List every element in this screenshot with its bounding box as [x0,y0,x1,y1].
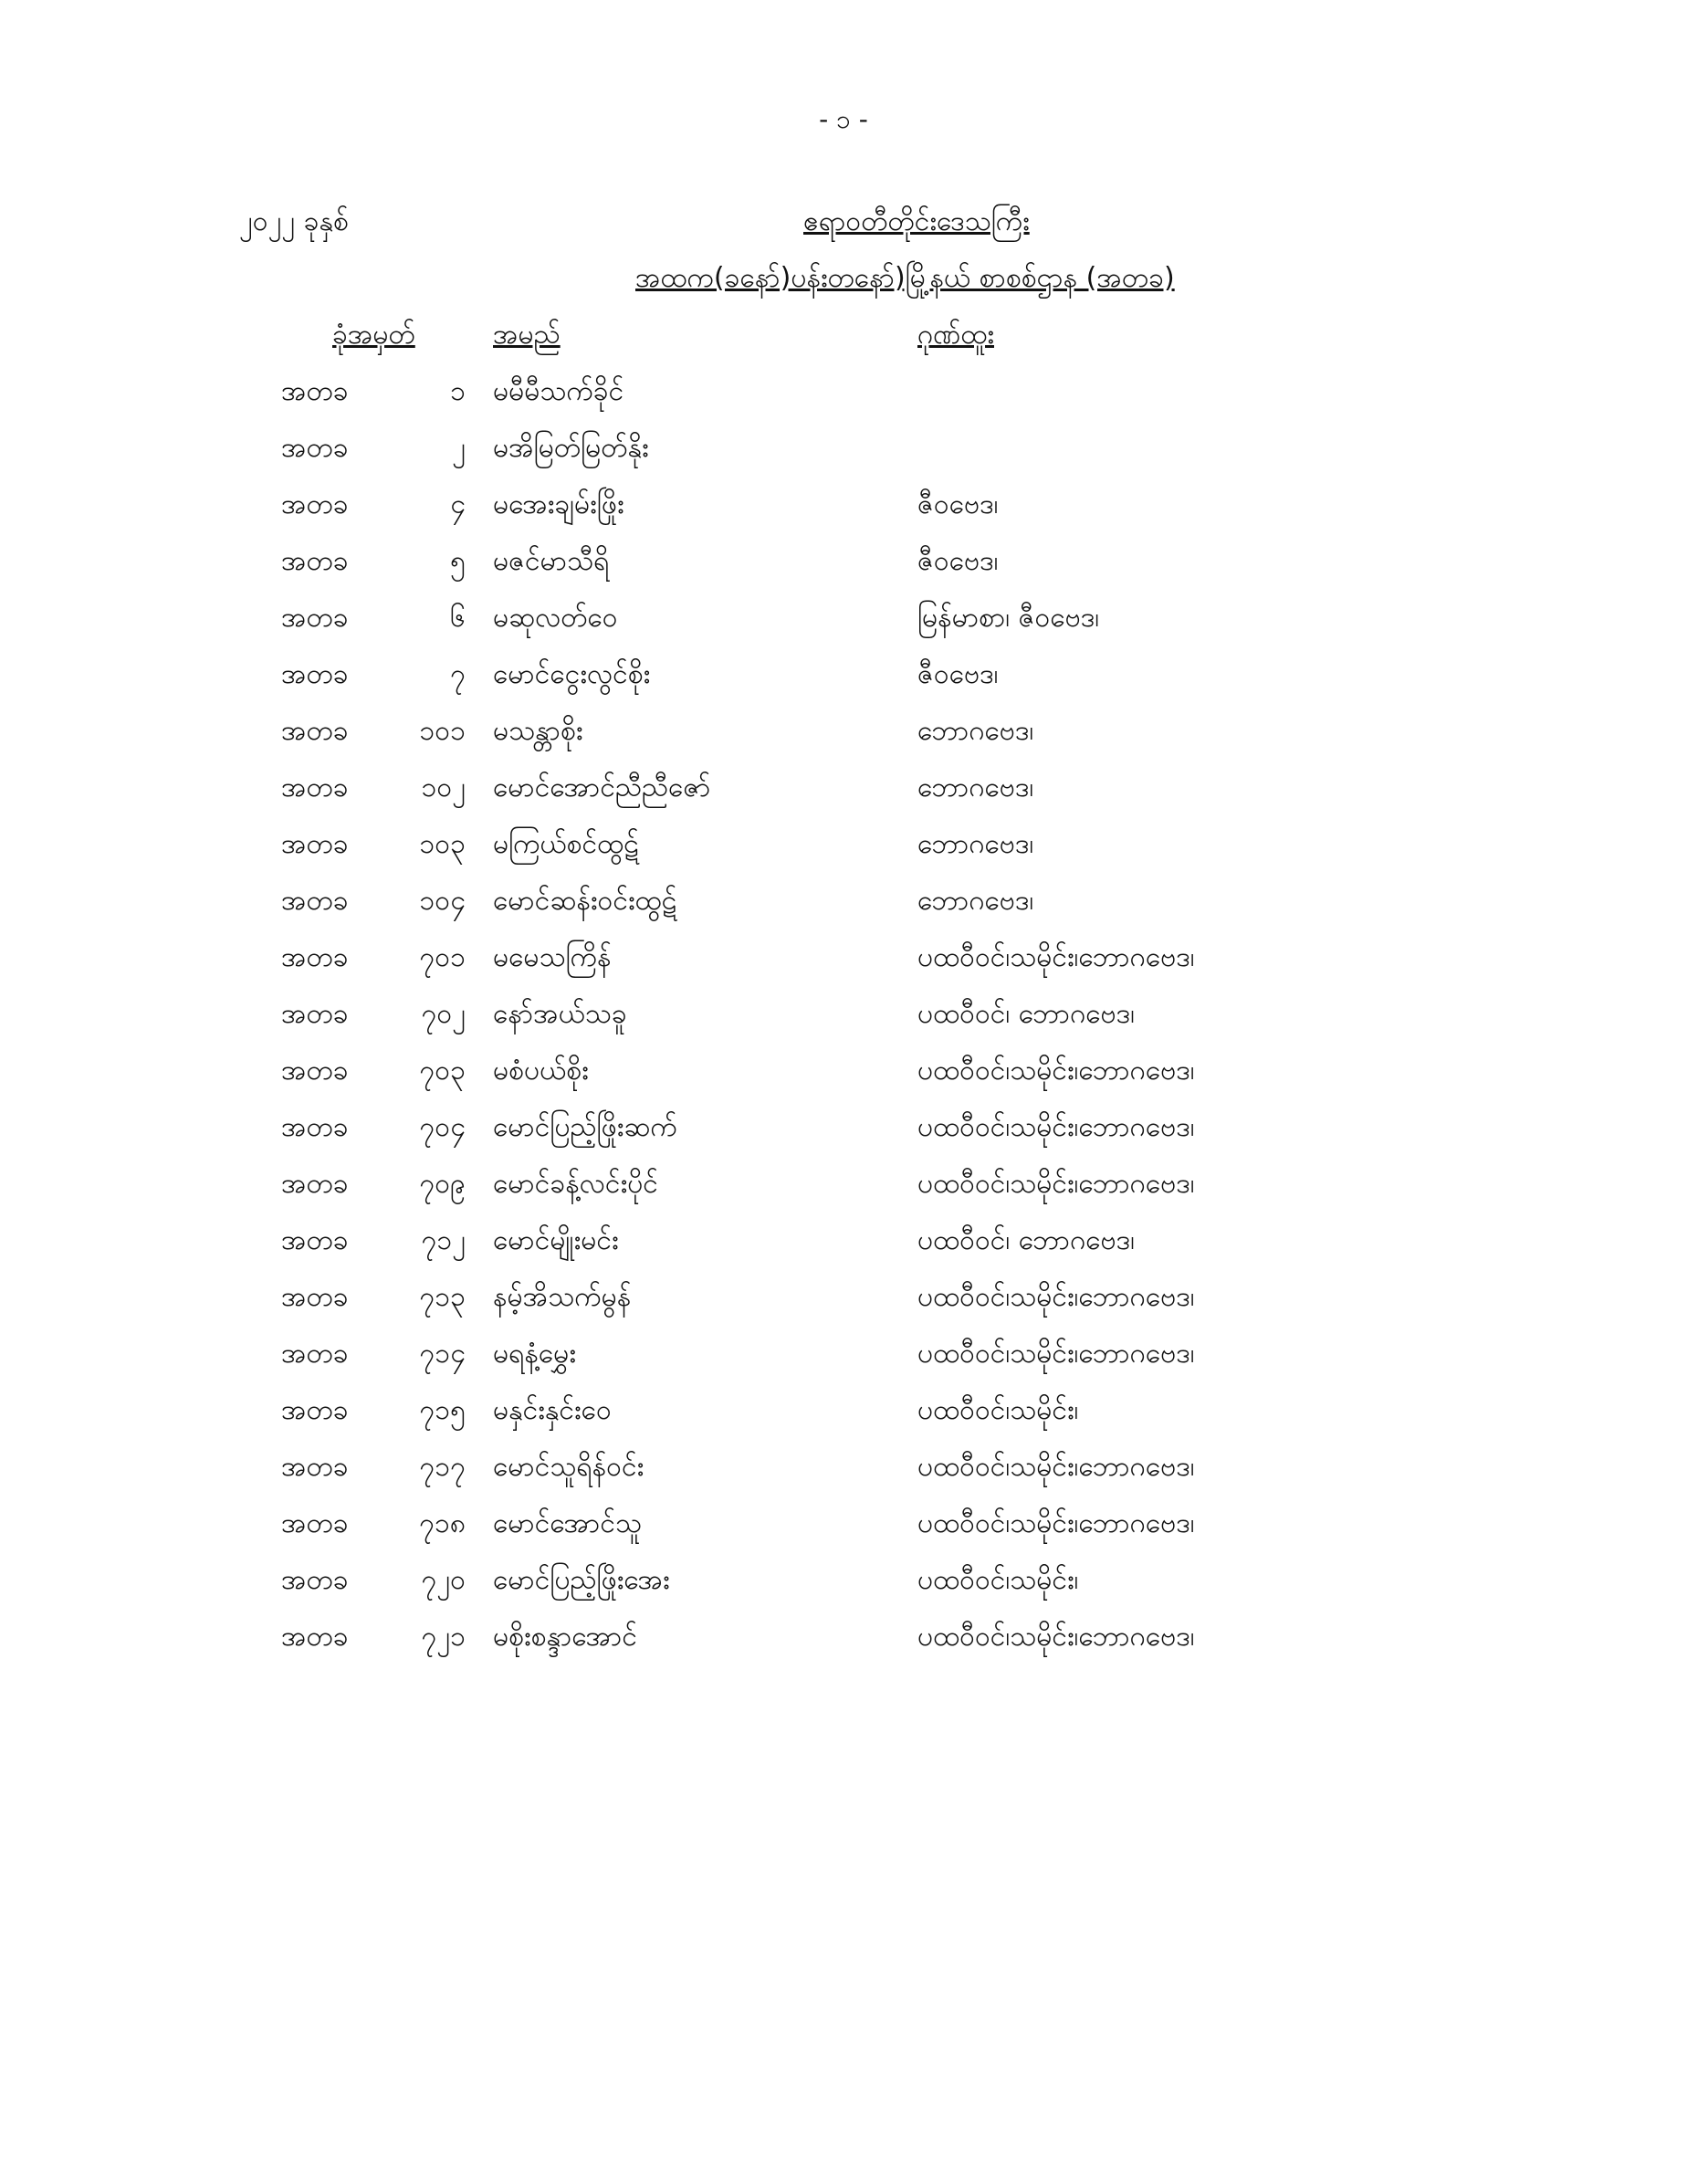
table-row [0,995,1687,1052]
roll-prefix: အတခ [281,1621,349,1653]
table-row [0,712,1687,769]
roll-number: ၇၁၂ [421,1224,466,1256]
distinction: ဘောဂဗေဒ၊ [917,885,1034,917]
table-row [0,656,1687,712]
table-row [0,373,1687,429]
roll-prefix: အတခ [281,1394,349,1426]
distinction: ပထဝီဝင်၊သမိုင်း၊ဘောဂဗေဒ၊ [917,941,1195,973]
table-header [0,316,1687,356]
student-name: မဆုလတ်ဝေ [493,602,618,634]
roll-number: ၇၂၀ [421,1564,466,1596]
student-name: မမေသကြိန် [493,941,612,973]
student-name: မောင်ခန့်လင်းပိုင် [493,1168,658,1200]
roll-prefix: အတခ [281,715,349,747]
table-row [0,1278,1687,1335]
table-row [0,1222,1687,1278]
roll-number: ၇၀၂ [421,998,466,1030]
roll-prefix: အတခ [281,885,349,917]
roll-number: ၆ [450,602,466,634]
student-name: မောင်အောင်ညီညီဇော် [493,772,711,803]
distinction: မြန်မာစာ၊ ဇီဝဗေဒ၊ [917,602,1100,634]
distinction: ဇီဝဗေဒ၊ [917,658,999,690]
header-roll-number: ခုံအမှတ် [332,319,415,351]
student-name: မောင်ဆန်းဝင်းထွဋ် [493,885,677,917]
student-name: မအေးချမ်းဖြိုး [493,488,624,520]
page-number: - ၁ - [819,104,868,134]
school-title: အထက(ခနော်)ပန်းတနော်)မြို့နယ် စာစစ်ဌာန (အတခ) [635,262,1175,294]
roll-number: ၁၀၄ [419,885,466,917]
results-list [0,373,1687,1675]
student-name: မနှင်းနှင်းဝေ [493,1394,612,1426]
table-row [0,542,1687,599]
distinction: ပထဝီဝင်၊သမိုင်း၊ဘောဂဗေဒ၊ [917,1621,1195,1653]
header-distinction: ဂုဏ်ထူး [917,319,994,351]
roll-prefix: အတခ [281,1507,349,1539]
roll-prefix: အတခ [281,1224,349,1256]
table-row [0,429,1687,486]
roll-prefix: အတခ [281,1055,349,1087]
roll-number: ၇၀၉ [419,1168,466,1200]
region-title: ဧရာဝတီတိုင်းဒေသကြီး [803,205,1030,237]
roll-prefix: အတခ [281,941,349,973]
roll-number: ၇ [450,658,466,690]
student-name: မောင်ငွေးလွင်စိုး [493,658,651,690]
roll-prefix: အတခ [281,1168,349,1200]
roll-number: ၁၀၂ [421,772,466,803]
roll-number: ၇၁၈ [419,1507,466,1539]
distinction: ပထဝီဝင်၊သမိုင်း၊ဘောဂဗေဒ၊ [917,1168,1195,1200]
table-row [0,939,1687,995]
roll-prefix: အတခ [281,375,349,407]
roll-prefix: အတခ [281,432,349,464]
roll-prefix: အတခ [281,488,349,520]
roll-prefix: အတခ [281,1111,349,1143]
roll-number: ၇၀၁ [419,941,466,973]
roll-prefix: အတခ [281,545,349,577]
student-name: မောင်မျိုးမင်း [493,1224,619,1256]
student-name: နော်အယ်သခူ [493,998,627,1030]
table-row [0,486,1687,542]
table-row [0,1052,1687,1108]
distinction: ပထဝီဝင်၊သမိုင်း၊ [917,1564,1079,1596]
table-row [0,882,1687,939]
roll-prefix: အတခ [281,1564,349,1596]
roll-prefix: အတခ [281,1451,349,1483]
roll-number: ၇၁၄ [419,1338,466,1370]
roll-prefix: အတခ [281,1338,349,1370]
header-name: အမည် [493,319,561,351]
distinction: ပထဝီဝင်၊သမိုင်း၊ဘောဂဗေဒ၊ [917,1507,1195,1539]
distinction: ပထဝီဝင်၊သမိုင်း၊ဘောဂဗေဒ၊ [917,1281,1195,1313]
roll-number: ၁၀၃ [419,828,466,860]
student-name: မောင်အောင်သူ [493,1507,643,1539]
table-row [0,1391,1687,1448]
table-row [0,1618,1687,1675]
distinction: ဇီဝဗေဒ၊ [917,545,999,577]
distinction: ပထဝီဝင်၊ ဘောဂဗေဒ၊ [917,998,1136,1030]
table-row [0,1335,1687,1391]
table-row [0,769,1687,825]
student-name: မောင်ပြည့်ဖြိုးအေး [493,1564,670,1596]
roll-number: ၁၀၁ [419,715,466,747]
student-name: မစိုးစန္ဒာအောင် [493,1621,637,1653]
student-name: မသန္တာစိုး [493,715,583,747]
table-row [0,1165,1687,1222]
distinction: ပထဝီဝင်၊သမိုင်း၊ [917,1394,1079,1426]
roll-number: ၂ [452,432,466,464]
student-name: မစံပယ်စိုး [493,1055,589,1087]
student-name: မရနံ့မွှေး [493,1338,576,1370]
roll-prefix: အတခ [281,1281,349,1313]
roll-number: ၇၁၅ [419,1394,466,1426]
roll-prefix: အတခ [281,828,349,860]
roll-prefix: အတခ [281,772,349,803]
student-name: နမ့်အိသက်မွန် [493,1281,632,1313]
distinction: ပထဝီဝင်၊ ဘောဂဗေဒ၊ [917,1224,1136,1256]
distinction: ဘောဂဗေဒ၊ [917,715,1034,747]
roll-number: ၇၂၁ [421,1621,466,1653]
roll-prefix: အတခ [281,998,349,1030]
student-name: မမီမီသက်ခိုင် [493,375,624,407]
distinction: ပထဝီဝင်၊သမိုင်း၊ဘောဂဗေဒ၊ [917,1055,1195,1087]
roll-number: ၁ [450,375,466,407]
roll-prefix: အတခ [281,602,349,634]
roll-number: ၇၀၃ [419,1055,466,1087]
table-row [0,599,1687,656]
student-name: မကြယ်စင်ထွဋ် [493,828,639,860]
roll-number: ၅ [450,545,466,577]
student-name: မဇင်မာသီရိ [493,545,610,577]
roll-number: ၄ [450,488,466,520]
table-row [0,1108,1687,1165]
table-row [0,1448,1687,1505]
roll-prefix: အတခ [281,658,349,690]
student-name: မောင်ပြည့်ဖြိုးဆက် [493,1111,677,1143]
table-row [0,1505,1687,1561]
distinction: ဘောဂဗေဒ၊ [917,772,1034,803]
distinction: ဘောဂဗေဒ၊ [917,828,1034,860]
exam-year: ၂၀၂၂ ခုနှစ် [239,205,349,237]
distinction: ပထဝီဝင်၊သမိုင်း၊ဘောဂဗေဒ၊ [917,1451,1195,1483]
distinction: ပထဝီဝင်၊သမိုင်း၊ဘောဂဗေဒ၊ [917,1111,1195,1143]
roll-number: ၇၁၃ [419,1281,466,1313]
student-name: မောင်သူရိန်ဝင်း [493,1451,644,1483]
distinction: ပထဝီဝင်၊သမိုင်း၊ဘောဂဗေဒ၊ [917,1338,1195,1370]
roll-number: ၇၁၇ [419,1451,466,1483]
table-row [0,1561,1687,1618]
table-row [0,825,1687,882]
distinction: ဇီဝဗေဒ၊ [917,488,999,520]
student-name: မအိမြတ်မြတ်နိုး [493,432,649,464]
roll-number: ၇၀၄ [419,1111,466,1143]
